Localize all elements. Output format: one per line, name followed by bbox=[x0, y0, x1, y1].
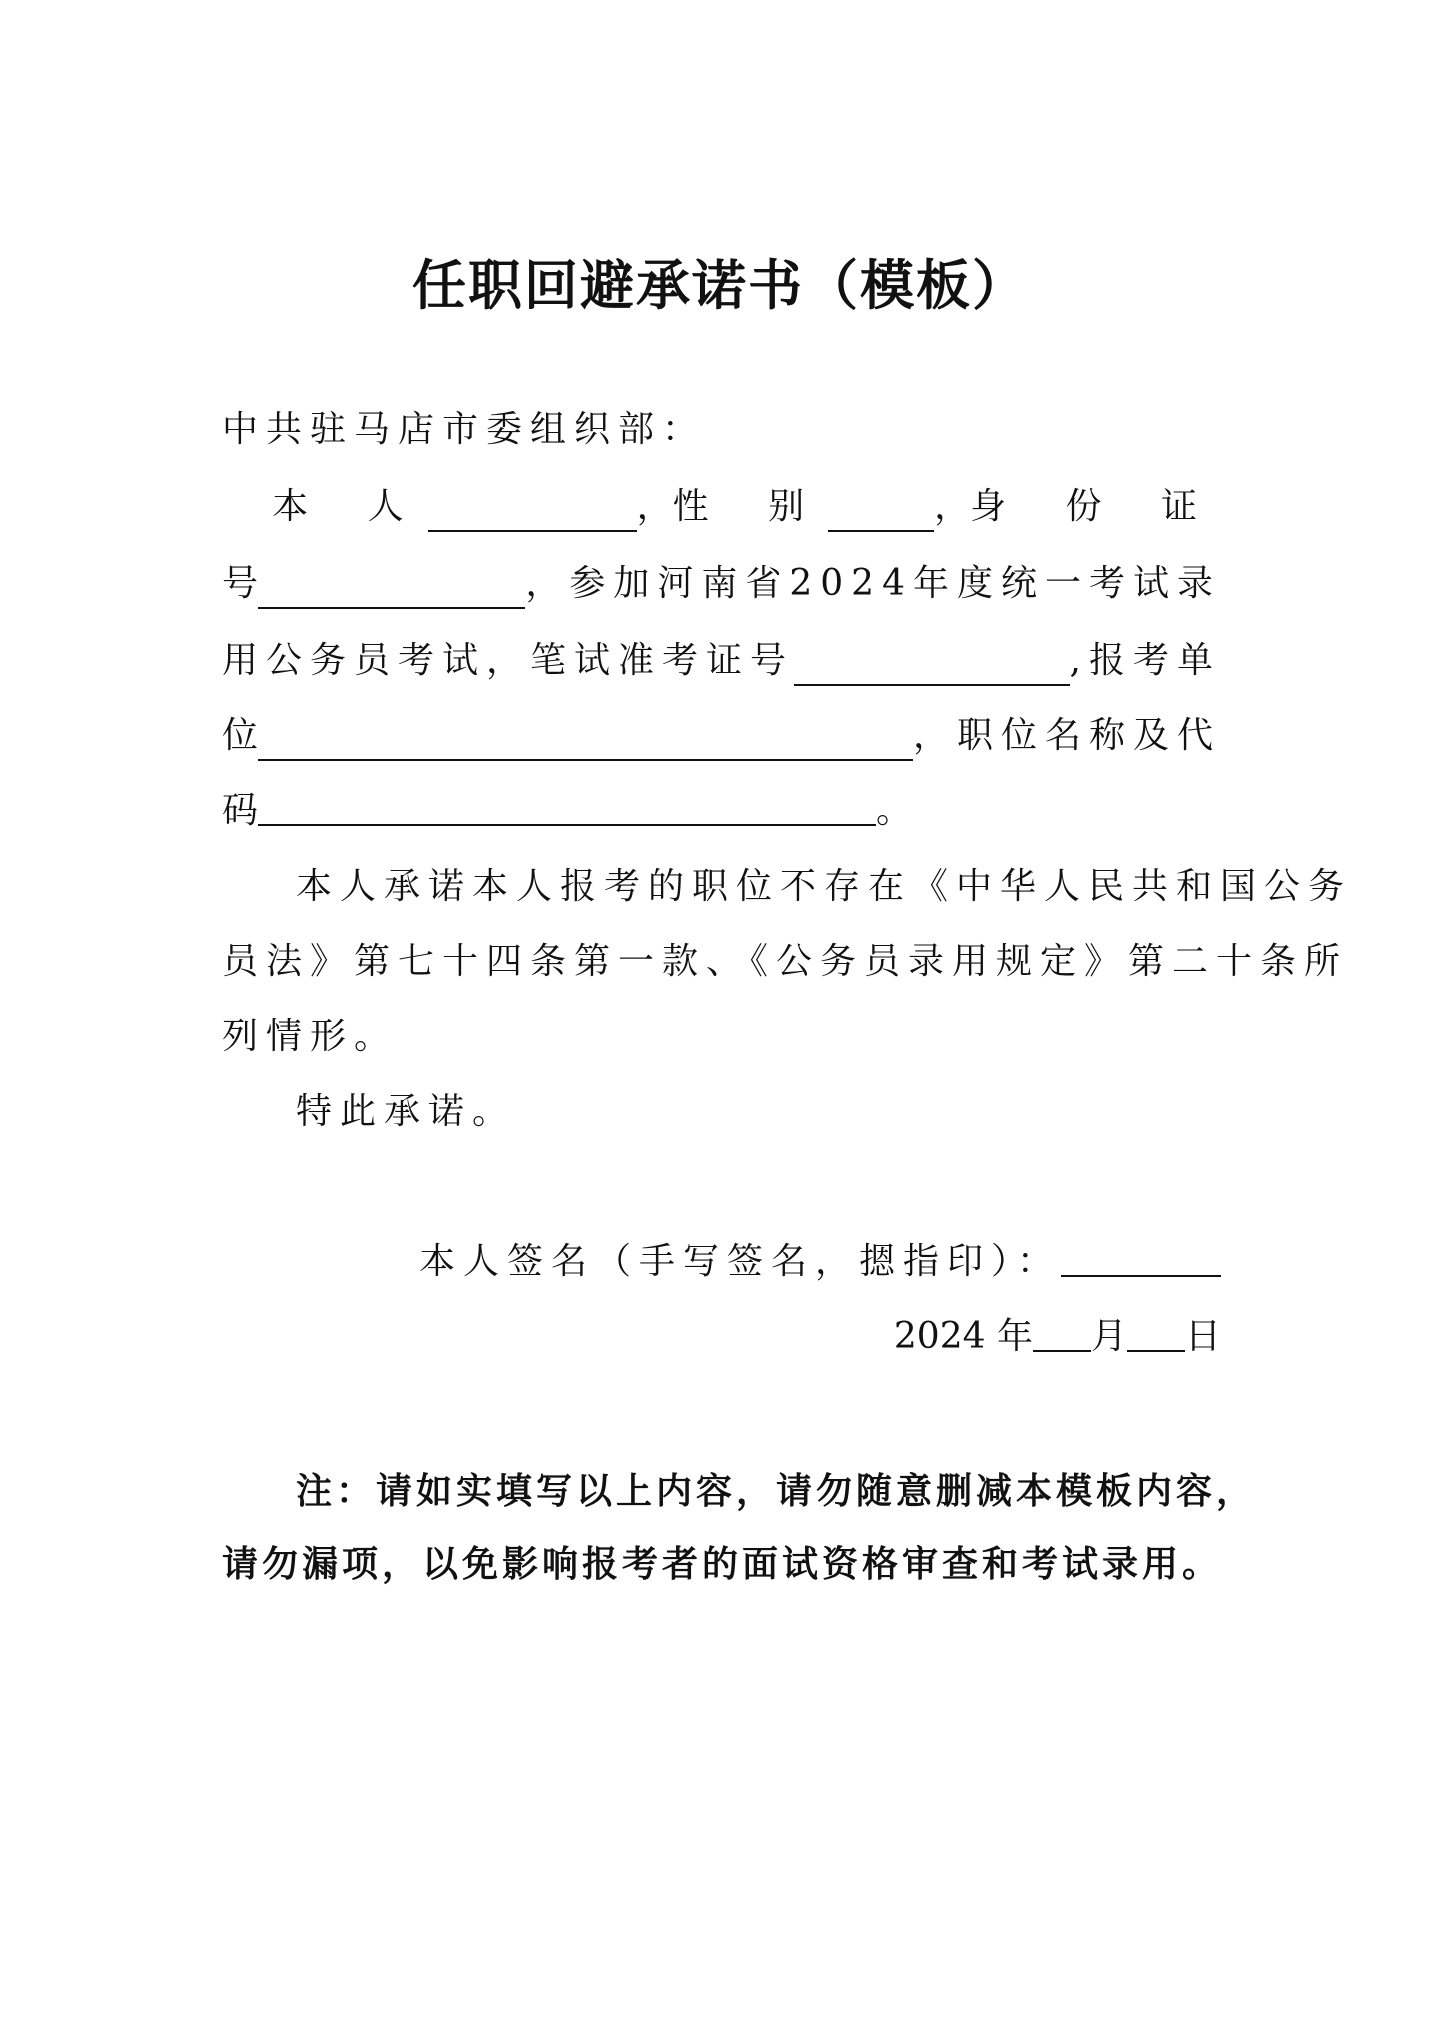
para1-line4 bbox=[222, 711, 1221, 761]
position-label: ，职位名称及代 bbox=[912, 715, 1221, 756]
para1-line5 bbox=[222, 786, 912, 836]
signature-label: 本人签名（手写签名，摁指印）： bbox=[418, 1241, 1061, 1282]
date-year: 2024 年 bbox=[893, 1316, 1033, 1357]
exam-text: 用公务员考试，笔试准考证号 bbox=[222, 640, 795, 681]
code-label: 码 bbox=[222, 790, 259, 831]
unit-blank[interactable] bbox=[258, 725, 913, 761]
id-number-blank[interactable] bbox=[258, 573, 525, 609]
day-blank[interactable] bbox=[1127, 1316, 1185, 1352]
comma-2: ， bbox=[934, 486, 971, 527]
signature-blank[interactable] bbox=[1061, 1241, 1221, 1277]
date-line bbox=[894, 1312, 1221, 1362]
self-label: 本 人 bbox=[272, 486, 428, 527]
note-line2: 请勿漏项，以免影响报考者的面试资格审查和考试录用。 bbox=[222, 1543, 1223, 1585]
id-label-2: 号 bbox=[222, 563, 259, 604]
note-line1: 注：请如实填写以上内容，请勿随意删减本模板内容， bbox=[296, 1470, 1257, 1512]
apply-unit-label: ,报考单 bbox=[1069, 640, 1221, 681]
gender-blank[interactable] bbox=[828, 496, 934, 532]
name-blank[interactable] bbox=[428, 496, 637, 532]
comma-1: ， bbox=[636, 486, 673, 527]
addressee: 中共驻马店市委组织部： bbox=[222, 409, 707, 450]
date-month: 月 bbox=[1090, 1316, 1127, 1357]
date-day: 日 bbox=[1184, 1316, 1221, 1357]
para2-line2: 员法》第七十四条第一款、《公务员录用规定》第二十条所 bbox=[222, 941, 1349, 982]
id-label: 身 份 证 bbox=[970, 486, 1221, 527]
para2-line1: 本人承诺本人报考的职位不存在《中华人民共和国公务 bbox=[296, 866, 1353, 907]
para1-line1 bbox=[222, 482, 1221, 532]
gender-label: 性 别 bbox=[672, 486, 829, 527]
para1-line3 bbox=[222, 636, 1221, 686]
position-code-blank[interactable] bbox=[258, 790, 876, 826]
month-blank[interactable] bbox=[1033, 1316, 1091, 1352]
period: 。 bbox=[876, 790, 913, 831]
para2-line3: 列情形。 bbox=[222, 1016, 399, 1057]
unit-label-2: 位 bbox=[222, 715, 259, 756]
joins-text: ，参加河南省2024年度统一考试录 bbox=[525, 563, 1221, 604]
closing-text: 特此承诺。 bbox=[296, 1091, 517, 1132]
exam-ticket-blank[interactable] bbox=[794, 650, 1070, 686]
signature-line bbox=[419, 1237, 1221, 1287]
para1-line2 bbox=[222, 559, 1221, 609]
document-title: 任职回避承诺书（模板） bbox=[412, 254, 1028, 317]
